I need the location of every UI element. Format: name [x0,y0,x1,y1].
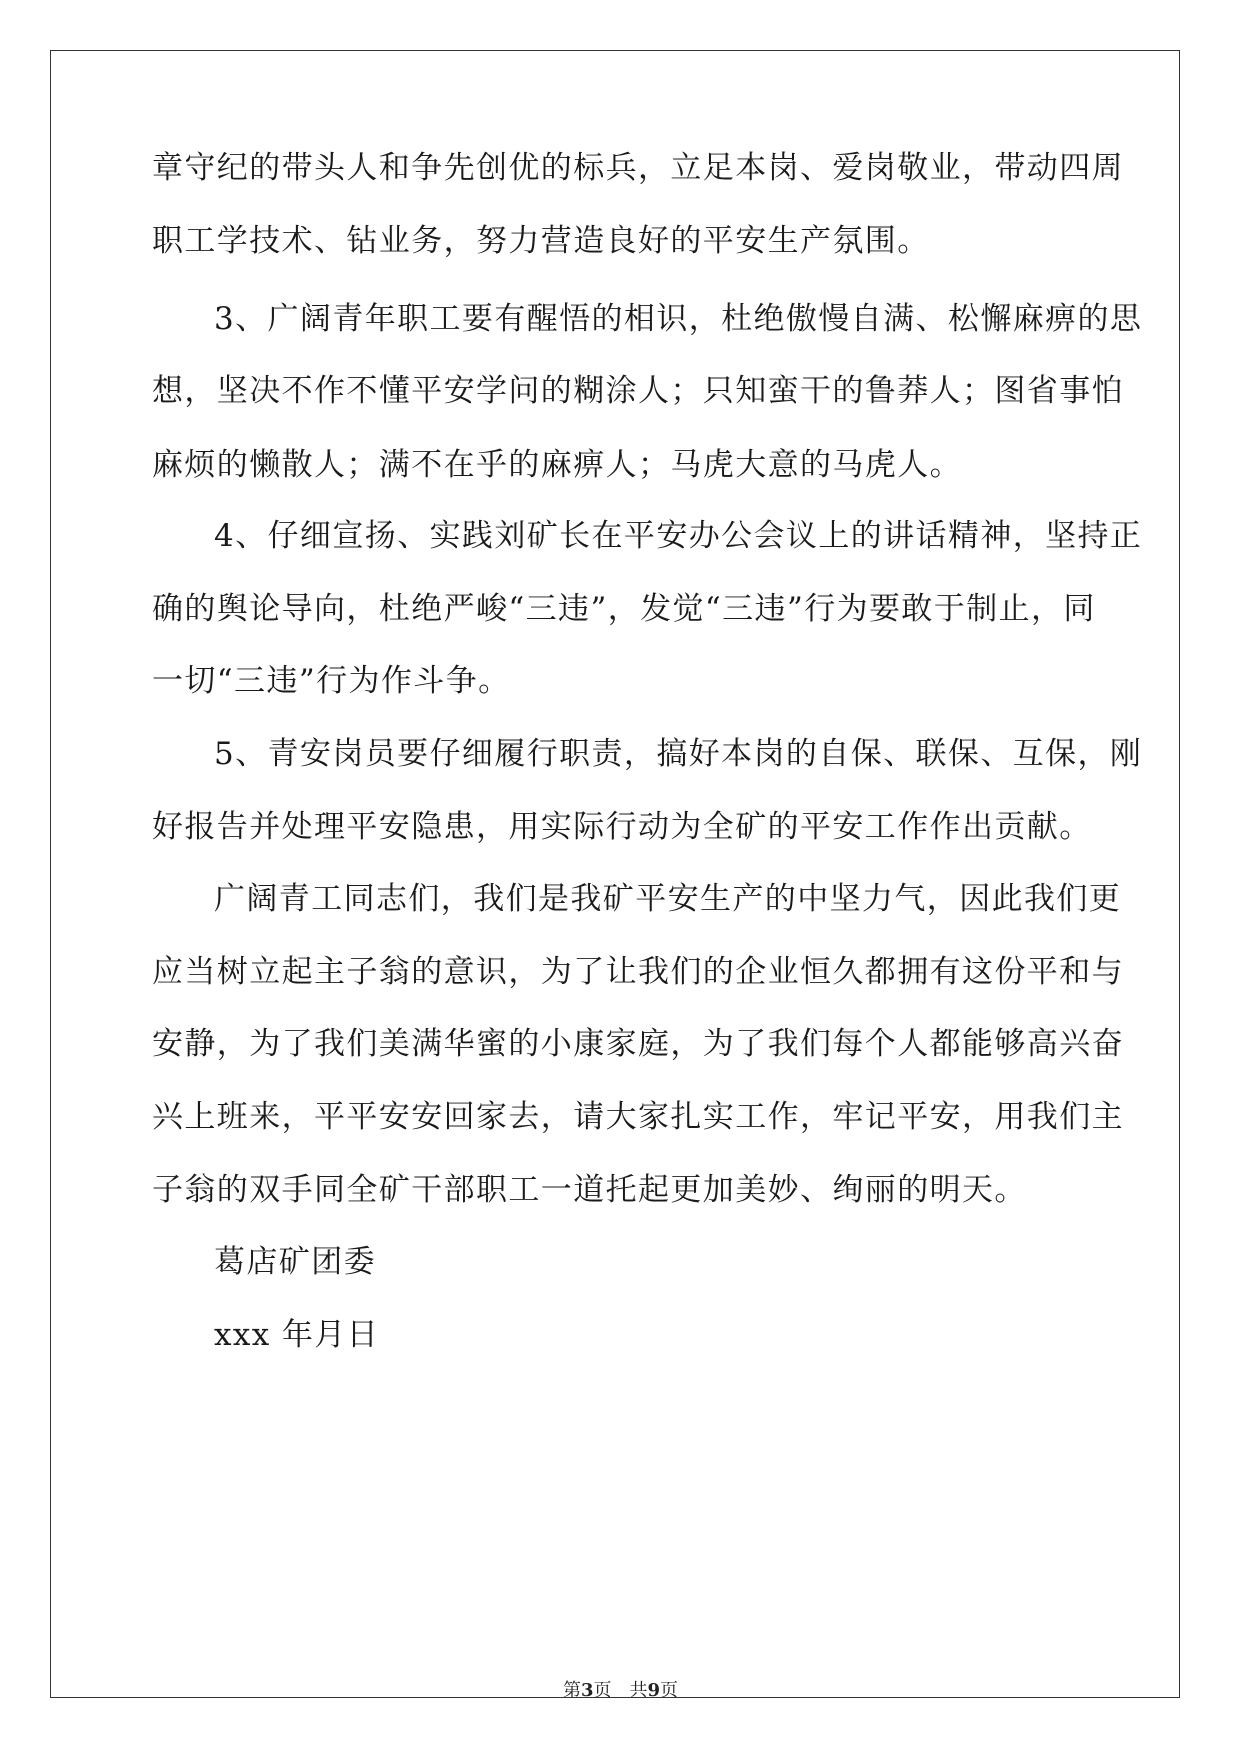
body-line-13: 安静，为了我们美满华蜜的小康家庭，为了我们每个人都能够高兴奋 [152,1026,1124,1062]
signature-org: 葛店矿团委 [214,1244,376,1280]
body-line-14: 兴上班来，平平安安回家去，请大家扎实工作，牢记平安，用我们主 [152,1099,1124,1135]
page-footer [0,1676,1241,1702]
signature-date: xxx 年月日 [214,1317,380,1353]
body-line-8: 一切“三违”行为作斗争。 [152,663,511,699]
body-line-6: 4、仔细宣扬、实践刘矿长在平安办公会议上的讲话精神，坚持正 [214,518,1143,554]
body-line-7: 确的舆论导向，杜绝严峻“三违”，发觉“三违”行为要敢于制止，同 [152,591,1096,627]
body-line-11: 广阔青工同志们，我们是我矿平安生产的中坚力气，因此我们更 [214,881,1122,917]
footer-page-suffix: 页 [593,1680,612,1701]
body-line-4: 想，坚决不作不懂平安学问的糊涂人；只知蛮干的鲁莽人；图省事怕 [152,373,1124,409]
footer-total-pages: 9 [647,1680,661,1701]
footer-page-number: 3 [580,1680,594,1701]
body-line-3: 3、广阔青年职工要有醒悟的相识，杜绝傲慢自满、松懈麻痹的思 [214,301,1143,337]
body-line-2: 职工学技术、钻业务，努力营造良好的平安生产氛围。 [152,223,930,259]
body-line-9: 5、青安岗员要仔细履行职责，搞好本岗的自保、联保、互保，刚 [214,736,1143,772]
footer-page-prefix: 第 [562,1680,581,1701]
body-line-5: 麻烦的懒散人；满不在乎的麻痹人；马虎大意的马虎人。 [152,447,962,483]
footer-total-prefix: 共 [629,1680,648,1701]
body-line-12: 应当树立起主子翁的意识，为了让我们的企业恒久都拥有这份平和与 [152,954,1124,990]
page-frame [50,50,1180,1698]
body-line-1: 章守纪的带头人和争先创优的标兵，立足本岗、爱岗敬业，带动四周 [152,150,1124,186]
footer-total-suffix: 页 [660,1680,679,1701]
body-line-15: 子翁的双手同全矿干部职工一道托起更加美妙、绚丽的明天。 [152,1172,1027,1208]
body-line-10: 好报告并处理平安隐患，用实际行动为全矿的平安工作作出贡献。 [152,809,1092,845]
